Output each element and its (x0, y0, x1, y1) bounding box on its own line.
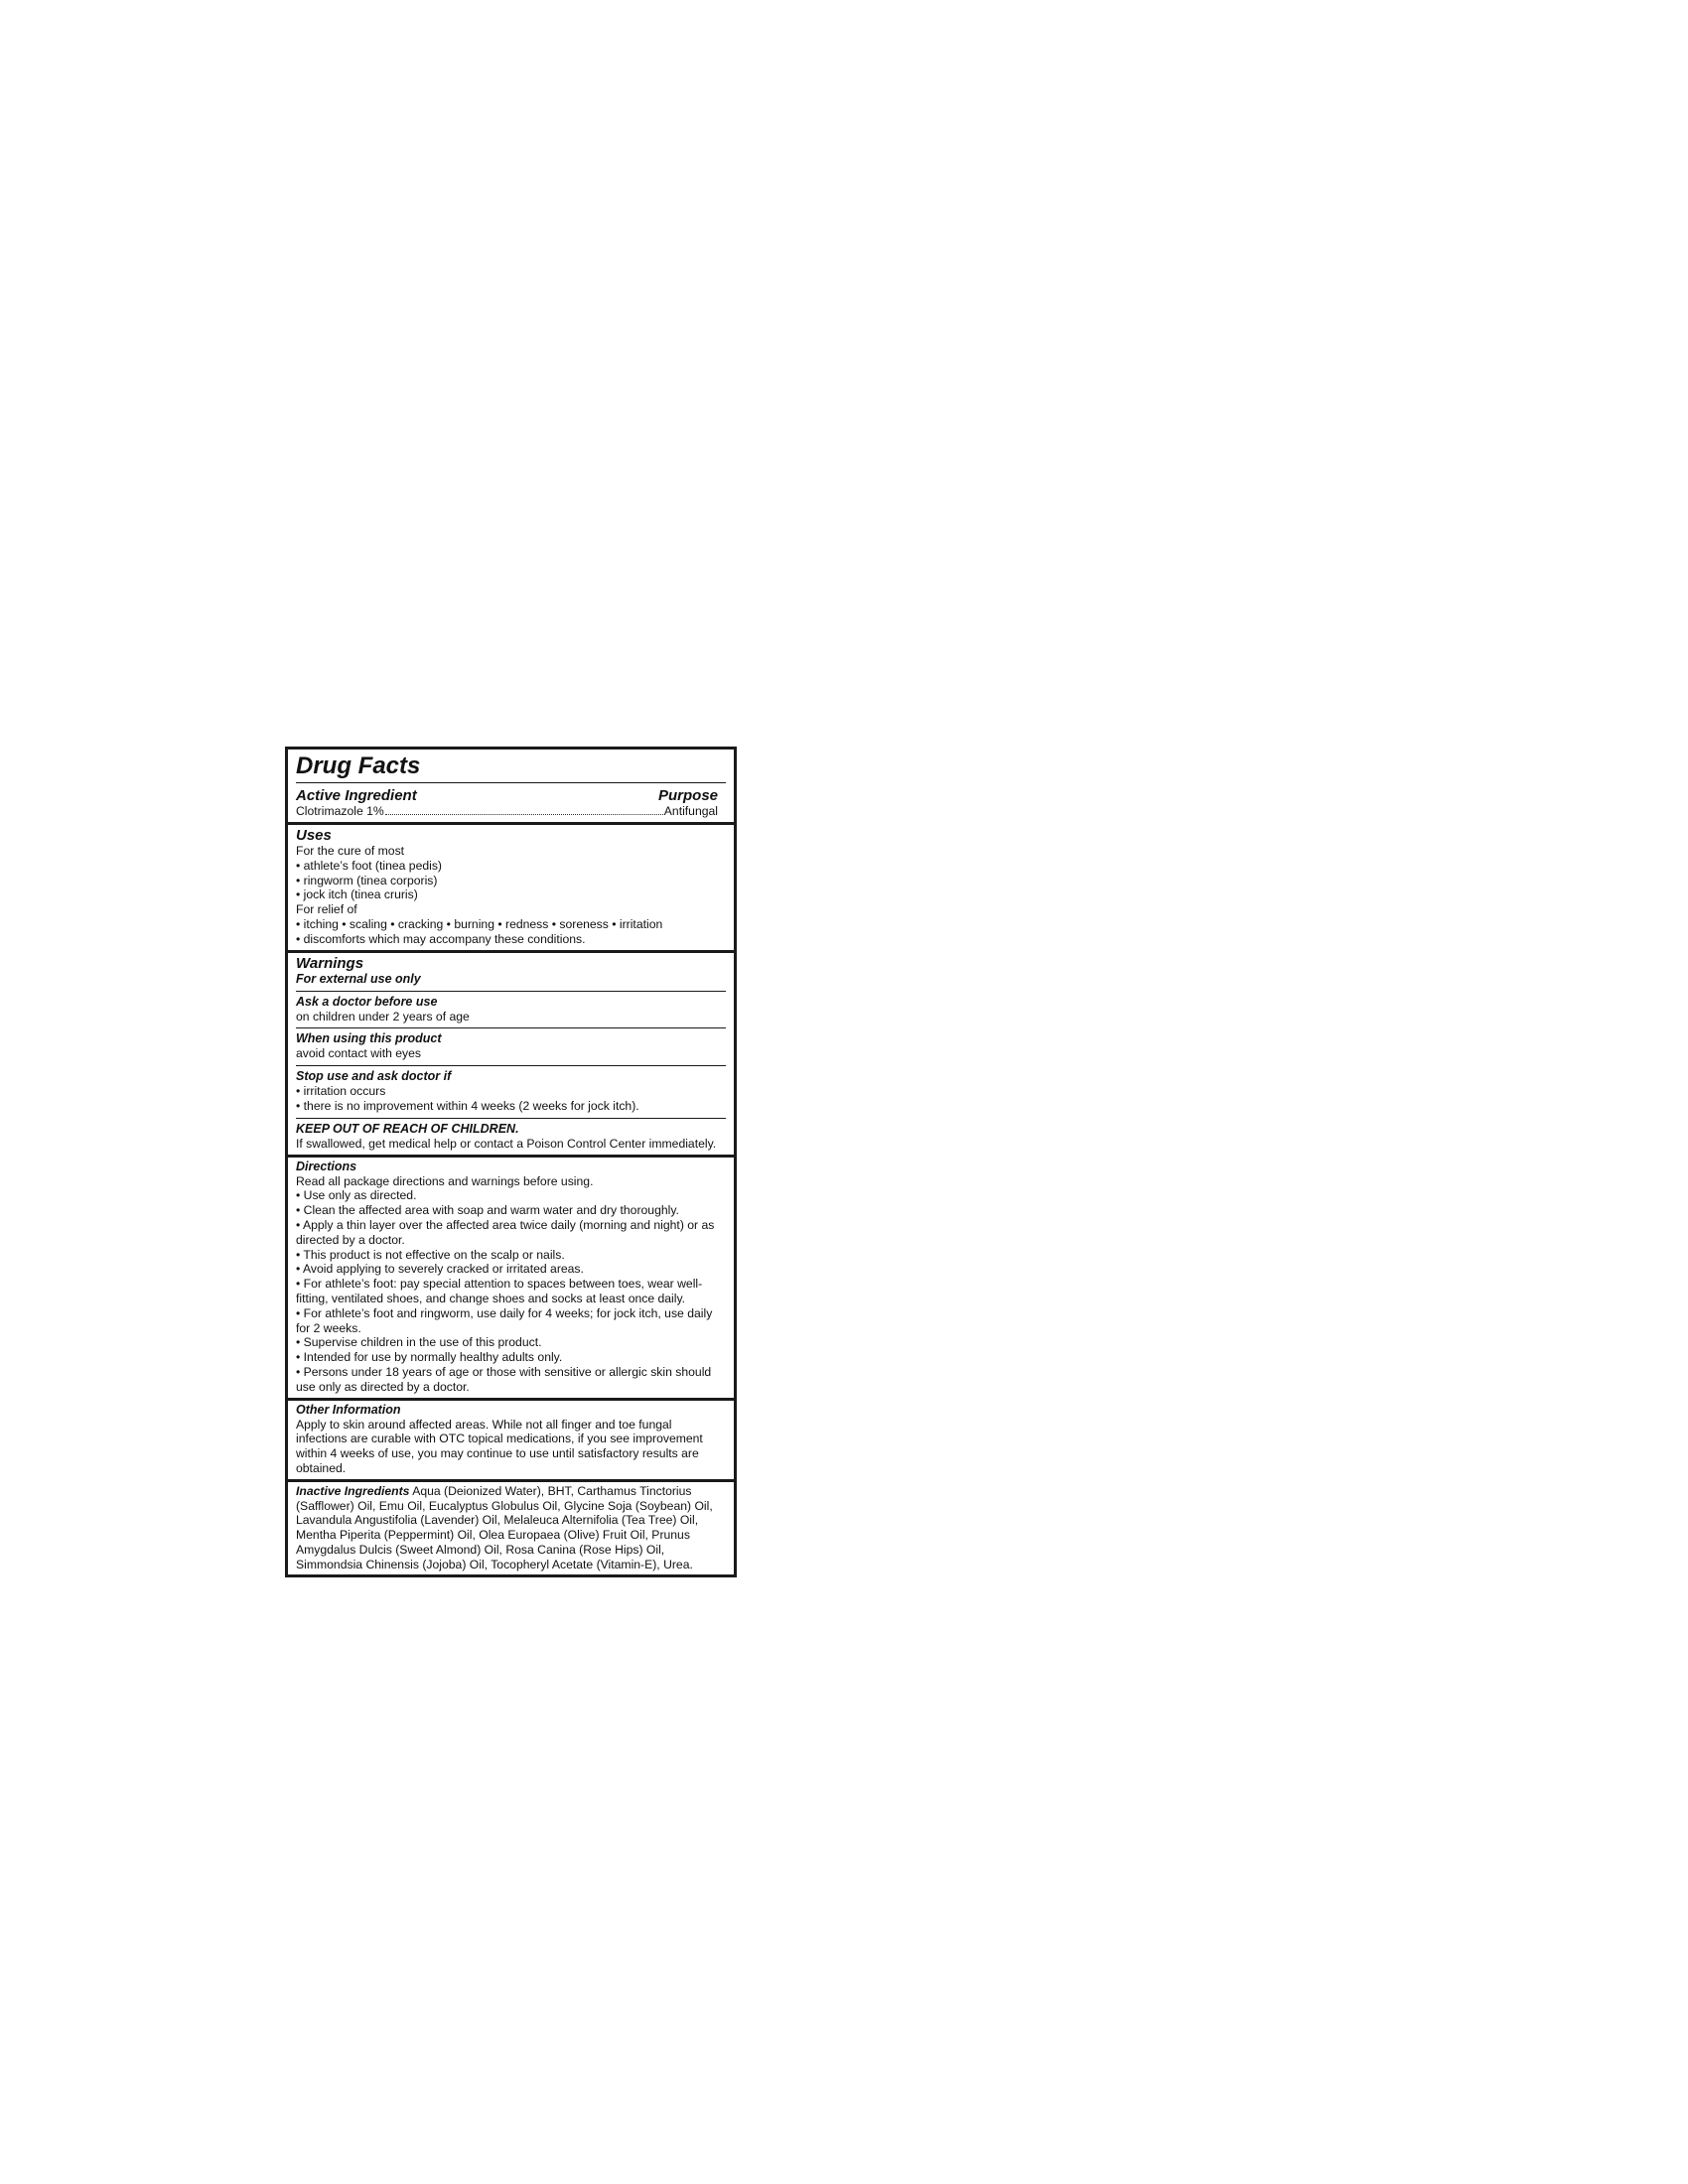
active-ingredient-section (288, 750, 734, 822)
directions-line: • Use only as directed. (296, 1188, 417, 1203)
directions-line: • This product is not effective on the scalp or nails. (296, 1247, 565, 1262)
purpose-heading: Purpose (657, 787, 718, 804)
drug-facts-panel (285, 747, 737, 1577)
directions-line: • Clean the affected area with soap and warm water and dry thoroughly. (296, 1203, 679, 1218)
inactive-ingredients-paragraph (296, 1484, 726, 1572)
directions-line: • For athlete’s foot: pay special attention to spaces between toes, wear well-fitting, ventilated shoes, and change shoes and socks at least once daily. (296, 1277, 703, 1305)
directions-section (288, 1155, 734, 1398)
when-using-block (296, 1027, 726, 1061)
active-ingredient-name: Clotrimazole 1% (296, 804, 384, 818)
ask-doctor-text: on children under 2 years of age (296, 1009, 470, 1024)
active-ingredient-row (296, 804, 726, 819)
directions-line: • Persons under 18 years of age or those with sensitive or allergic skin should use only as directed by a doctor. (296, 1364, 712, 1394)
other-information-text: Apply to skin around affected areas. While not all finger and toe fungal infections are curable with OTC topical medications, if you see improvement within 4 weeks of use, you may continue to use until satisfactory results are obtained. (296, 1417, 703, 1475)
inactive-ingredients-section (288, 1479, 734, 1575)
drug-facts-title: Drug Facts (296, 751, 726, 783)
keep-out-block (296, 1118, 726, 1152)
ask-doctor-heading: Ask a doctor before use (296, 994, 438, 1009)
other-information-section (288, 1398, 734, 1479)
uses-line: For the cure of most (296, 844, 405, 858)
uses-line: • discomforts which may accompany these conditions. (296, 931, 586, 946)
directions-line: Read all package directions and warnings before using. (296, 1173, 594, 1188)
directions-line: • Supervise children in the use of this product. (296, 1335, 542, 1350)
uses-line: • ringworm (tinea corporis) (296, 873, 438, 887)
active-ingredient-heading: Active Ingredient (296, 787, 417, 804)
directions-line: • Intended for use by normally healthy adults only. (296, 1350, 563, 1365)
active-heading-row (296, 787, 726, 804)
when-using-text: avoid contact with eyes (296, 1046, 422, 1061)
uses-line: • itching • scaling • cracking • burning • redness • soreness • irritation (296, 916, 663, 931)
stop-use-line: • irritation occurs (296, 1084, 386, 1099)
directions-line: • Avoid applying to severely cracked or irritated areas. (296, 1262, 584, 1277)
inactive-ingredients-heading: Inactive Ingredients (296, 1483, 410, 1498)
uses-line: For relief of (296, 902, 357, 917)
directions-line: • For athlete’s foot and ringworm, use daily for 4 weeks; for jock itch, use daily for 2 weeks. (296, 1305, 713, 1335)
external-use-note: For external use only (296, 971, 421, 986)
inactive-ingredients-text: Aqua (Deionized Water), BHT, Carthamus Tinctorius (Safflower) Oil, Emu Oil, Eucalyptus Globulus Oil, Glycine Soja (Soybean) Oil, Lavandula Angustifolia (Lavender) Oil, Melaleuca Alternifolia (Tea Tree) Oil, Mentha Piperita (Peppermint) Oil, Olea Europaea (Olive) Fruit Oil, Prunus Amygdalus Dulcis (Sweet Almond) Oil, Rosa Canina (Rose Hips) Oil, Simmondsia Chinensis (Jojoba) Oil, Tocopheryl Acetate (Vitamin-E), Urea. (296, 1483, 713, 1571)
uses-line: • jock itch (tinea cruris) (296, 887, 418, 902)
uses-line: • athlete’s foot (tinea pedis) (296, 858, 442, 873)
keep-out-heading: KEEP OUT OF REACH OF CHILDREN. (296, 1121, 519, 1136)
warnings-heading: Warnings (296, 954, 364, 972)
other-information-heading: Other Information (296, 1402, 401, 1417)
directions-line: • Apply a thin layer over the affected area twice daily (morning and night) or as directed by a doctor. (296, 1217, 715, 1247)
active-ingredient-purpose: Antifungal (663, 804, 718, 818)
uses-section (288, 822, 734, 950)
keep-out-text: If swallowed, get medical help or contact a Poison Control Center immediately. (296, 1136, 717, 1151)
directions-heading: Directions (296, 1159, 357, 1173)
when-using-heading: When using this product (296, 1031, 442, 1046)
stop-use-heading: Stop use and ask doctor if (296, 1069, 452, 1084)
stop-use-block (296, 1065, 726, 1114)
leader-dots (385, 814, 663, 815)
ask-doctor-block (296, 991, 726, 1024)
uses-heading: Uses (296, 827, 332, 844)
stop-use-line: • there is no improvement within 4 weeks (2 weeks for jock itch). (296, 1098, 639, 1113)
warnings-section (288, 950, 734, 1155)
